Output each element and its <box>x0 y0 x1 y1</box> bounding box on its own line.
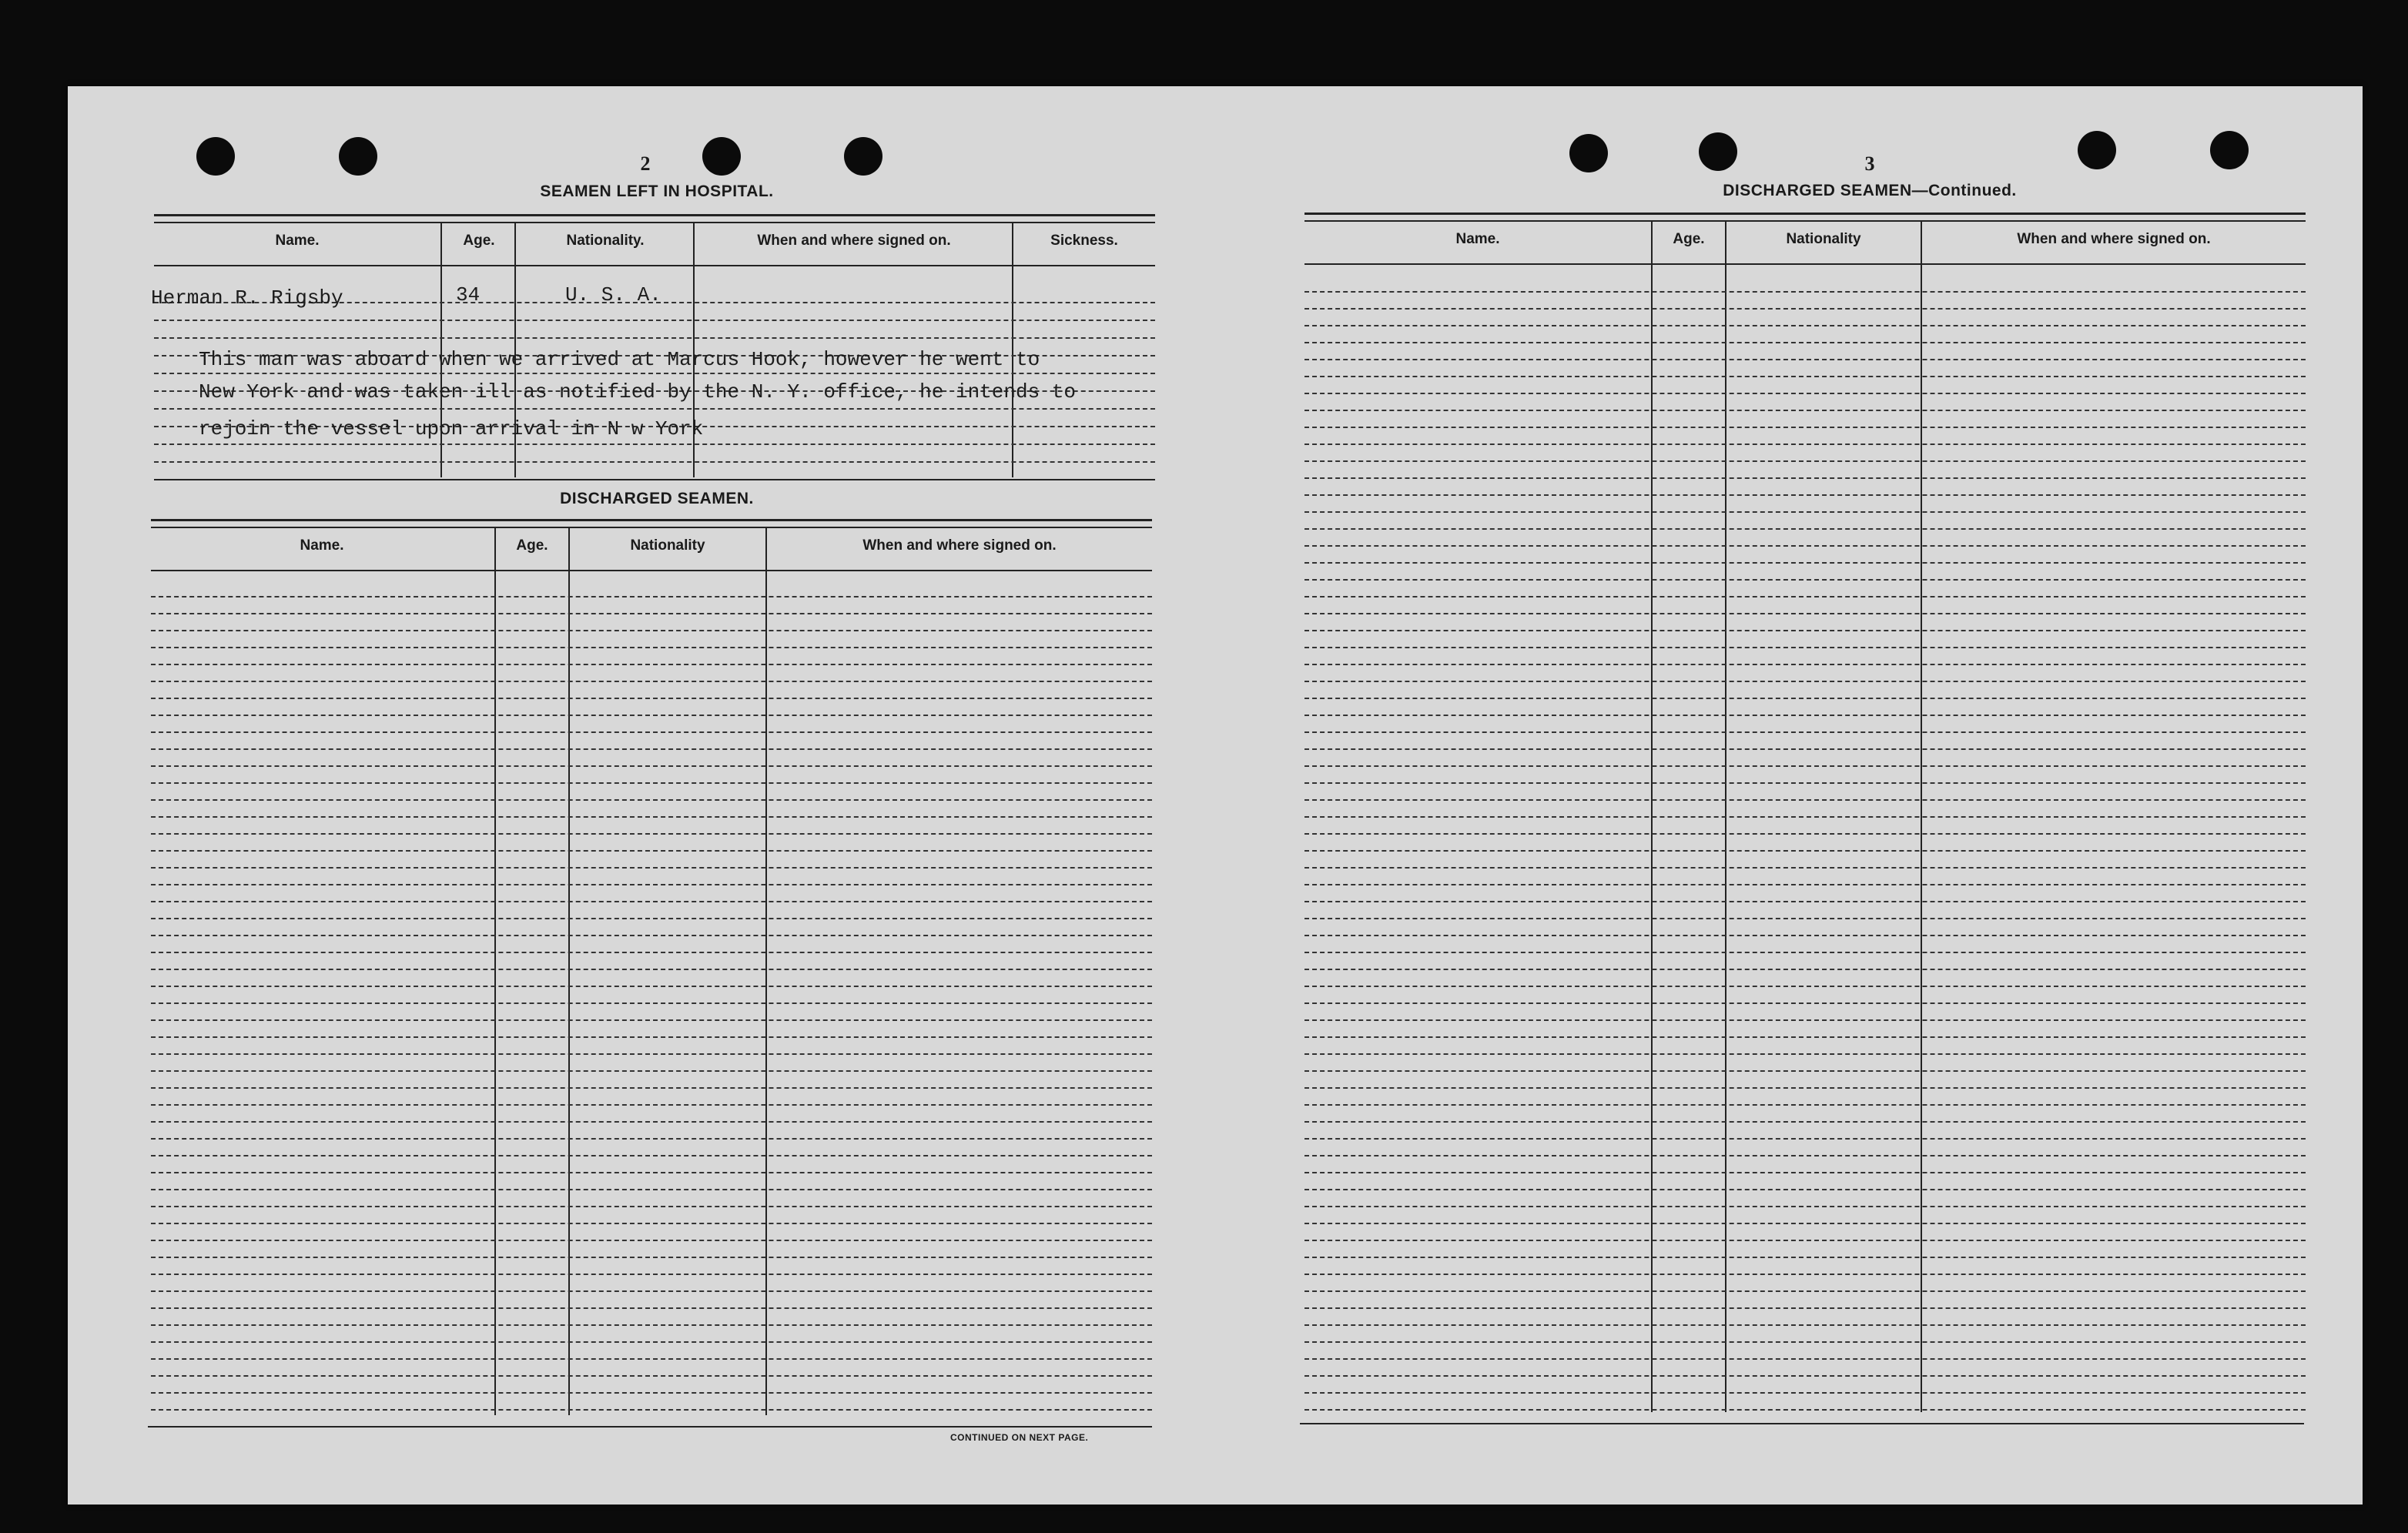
ruled-row-line <box>151 596 1152 597</box>
ruled-row-line <box>1304 528 2306 530</box>
entry-note-line: rejoin the vessel upon arrival in N w York <box>199 417 704 440</box>
ruled-row-line <box>151 1138 1152 1140</box>
ruled-row-line <box>151 1240 1152 1241</box>
header-age: Age. <box>463 233 495 249</box>
ruled-row-line <box>1304 325 2306 326</box>
ruled-row-line <box>1304 884 2306 885</box>
ruled-row-line <box>1304 596 2306 597</box>
header-name: Name. <box>1455 231 1500 247</box>
ruled-row-line <box>1304 1341 2306 1343</box>
ruled-row-line <box>151 1257 1152 1258</box>
ledger-paper <box>68 86 2363 1505</box>
column-divider <box>494 528 496 1415</box>
ruled-row-line <box>1304 1206 2306 1207</box>
ruled-row-line <box>1304 1324 2306 1326</box>
ruled-row-line <box>1304 1172 2306 1173</box>
ruled-row-line <box>1304 731 2306 733</box>
ruled-row-line <box>1304 1053 2306 1055</box>
ruled-row-line <box>1304 1189 2306 1190</box>
ruled-row-line <box>1304 1392 2306 1394</box>
ruled-row-line <box>151 1341 1152 1343</box>
ruled-row-line <box>1304 748 2306 750</box>
ruled-row-line <box>1304 291 2306 293</box>
ruled-row-line <box>151 782 1152 784</box>
ruled-row-line <box>1304 681 2306 682</box>
ruled-row-line <box>151 867 1152 869</box>
ruled-row-line <box>1304 562 2306 564</box>
header-rule <box>154 265 1155 266</box>
ruled-row-line <box>151 1019 1152 1021</box>
ruled-row-line <box>1304 1257 2306 1258</box>
ruled-row-line <box>1304 460 2306 462</box>
ruled-row-line <box>1304 393 2306 394</box>
entry-row-line <box>154 320 1155 321</box>
ruled-row-line <box>1304 799 2306 801</box>
ruled-row-line <box>1304 1036 2306 1038</box>
ruled-row-line <box>1304 613 2306 614</box>
entry-row-line <box>154 337 1155 339</box>
header-nationality: Nationality. <box>566 233 645 249</box>
ruled-row-line <box>151 613 1152 614</box>
ruled-row-line <box>1304 579 2306 581</box>
ruled-row-line <box>1304 443 2306 445</box>
ruled-row-line <box>1304 1138 2306 1140</box>
ruled-row-line <box>151 765 1152 767</box>
ruled-row-line <box>151 748 1152 750</box>
ruled-row-line <box>151 986 1152 987</box>
ruled-row-line <box>151 833 1152 835</box>
ruled-row-line <box>1304 901 2306 902</box>
entry-row-line <box>154 443 1155 445</box>
column-divider <box>568 528 570 1415</box>
ruled-row-line <box>1304 308 2306 310</box>
ruled-row-line <box>151 935 1152 936</box>
ruled-row-line <box>151 1375 1152 1377</box>
ruled-row-line <box>1304 545 2306 547</box>
ruled-row-line <box>1304 1375 2306 1377</box>
ruled-row-line <box>151 715 1152 716</box>
ruled-row-line <box>1304 494 2306 496</box>
ruled-row-line <box>1304 1274 2306 1275</box>
entry-name: Herman R. Rigsby <box>151 286 343 310</box>
ruled-row-line <box>1304 816 2306 818</box>
ruled-row-line <box>151 952 1152 953</box>
ruled-row-line <box>1304 698 2306 699</box>
ruled-row-line <box>1304 664 2306 665</box>
header-rule <box>1304 263 2306 265</box>
ruled-row-line <box>1304 782 2306 784</box>
ruled-row-line <box>1304 1409 2306 1411</box>
ruled-row-line <box>151 664 1152 665</box>
ruled-row-line <box>151 1206 1152 1207</box>
ruled-row-line <box>1304 1358 2306 1360</box>
ruled-row-line <box>1304 715 2306 716</box>
ruled-row-line <box>151 1053 1152 1055</box>
ruled-row-line <box>151 799 1152 801</box>
section-title-discharged: DISCHARGED SEAMEN. <box>560 490 754 507</box>
ruled-row-line <box>1304 410 2306 411</box>
ruled-row-line <box>1304 376 2306 377</box>
double-rule <box>154 214 1155 223</box>
ruled-row-line <box>1304 765 2306 767</box>
ruled-row-line <box>151 647 1152 648</box>
ruled-row-line <box>151 969 1152 970</box>
page-number: 2 <box>640 152 651 175</box>
ruled-row-line <box>151 1307 1152 1309</box>
page-number: 3 <box>1864 152 1875 175</box>
ruled-row-line <box>1304 1240 2306 1241</box>
ruled-row-line <box>1304 1155 2306 1156</box>
header-nationality: Nationality <box>1786 231 1861 247</box>
header-sickness: Sickness. <box>1050 233 1118 249</box>
ruled-row-line <box>1304 867 2306 869</box>
ruled-row-line <box>1304 630 2306 631</box>
entry-note-line: This man was aboard when we arrived at Marcus Hook, however he went to <box>199 348 1040 371</box>
header-name: Name. <box>300 537 344 554</box>
ruled-row-line <box>151 816 1152 818</box>
ruled-row-line <box>1304 511 2306 513</box>
ruled-row-line <box>151 1155 1152 1156</box>
header-signed-on: When and where signed on. <box>2017 231 2211 247</box>
ruled-row-line <box>151 1223 1152 1224</box>
ruled-row-line <box>151 1104 1152 1106</box>
ruled-row-line <box>151 698 1152 699</box>
ruled-row-line <box>151 1274 1152 1275</box>
ruled-row-line <box>151 1087 1152 1089</box>
header-signed-on: When and where signed on. <box>757 233 951 249</box>
entry-row-line <box>154 461 1155 463</box>
ruled-row-line <box>1304 850 2306 852</box>
ruled-row-line <box>1304 1307 2306 1309</box>
ruled-row-line <box>151 1121 1152 1123</box>
double-rule <box>1304 213 2306 222</box>
entry-row-line <box>154 408 1155 410</box>
ruled-row-line <box>151 918 1152 919</box>
section-rule <box>154 479 1155 480</box>
header-rule <box>151 570 1152 571</box>
ruled-row-line <box>1304 647 2306 648</box>
ruled-row-line <box>1304 1070 2306 1072</box>
ruled-row-line <box>151 1036 1152 1038</box>
header-nationality: Nationality <box>630 537 705 554</box>
ruled-row-line <box>1304 1019 2306 1021</box>
column-divider <box>765 528 767 1415</box>
ruled-row-line <box>151 1324 1152 1326</box>
ruled-row-line <box>151 901 1152 902</box>
ruled-row-line <box>1304 986 2306 987</box>
ruled-row-line <box>1304 935 2306 936</box>
ruled-row-line <box>151 681 1152 682</box>
ruled-row-line <box>1304 969 2306 970</box>
entry-note-line: New York and was taken ill as notified by the N. Y. office, he intends to <box>199 380 1076 403</box>
ruled-row-line <box>1304 833 2306 835</box>
ruled-row-line <box>1304 1121 2306 1123</box>
ruled-row-line <box>151 731 1152 733</box>
double-rule <box>151 519 1152 528</box>
ruled-row-line <box>1304 952 2306 953</box>
ruled-row-line <box>151 1002 1152 1004</box>
ruled-row-line <box>151 630 1152 631</box>
bottom-rule <box>148 1426 1152 1428</box>
header-age: Age. <box>516 537 548 554</box>
header-name: Name. <box>275 233 320 249</box>
ruled-row-line <box>1304 1002 2306 1004</box>
ruled-row-line <box>151 1392 1152 1394</box>
ruled-row-line <box>151 1409 1152 1411</box>
ruled-row-line <box>1304 359 2306 360</box>
entry-age: 34 <box>456 283 481 306</box>
entry-row-line <box>154 373 1155 374</box>
bottom-rule <box>1300 1423 2304 1424</box>
ruled-row-line <box>1304 427 2306 428</box>
ruled-row-line <box>151 1070 1152 1072</box>
header-signed-on: When and where signed on. <box>862 537 1057 554</box>
ruled-row-line <box>151 1358 1152 1360</box>
entry-nationality: U. S. A. <box>565 283 661 306</box>
ruled-row-line <box>1304 1223 2306 1224</box>
ruled-row-line <box>151 884 1152 885</box>
ruled-row-line <box>1304 1087 2306 1089</box>
ruled-row-line <box>1304 1290 2306 1292</box>
ruled-row-line <box>1304 918 2306 919</box>
ruled-row-line <box>151 1172 1152 1173</box>
ruled-row-line <box>151 1290 1152 1292</box>
ruled-row-line <box>151 1189 1152 1190</box>
left-page <box>68 86 1207 1505</box>
ruled-row-line <box>1304 1104 2306 1106</box>
continued-note: CONTINUED ON NEXT PAGE. <box>950 1432 1089 1443</box>
ruled-row-line <box>1304 477 2306 479</box>
section-title-hospital: SEAMEN LEFT IN HOSPITAL. <box>540 182 774 200</box>
header-age: Age. <box>1673 231 1705 247</box>
ruled-row-line <box>151 850 1152 852</box>
ruled-row-line <box>1304 342 2306 343</box>
section-title-discharged-continued: DISCHARGED SEAMEN—Continued. <box>1723 182 2017 199</box>
right-page <box>1215 86 2363 1505</box>
